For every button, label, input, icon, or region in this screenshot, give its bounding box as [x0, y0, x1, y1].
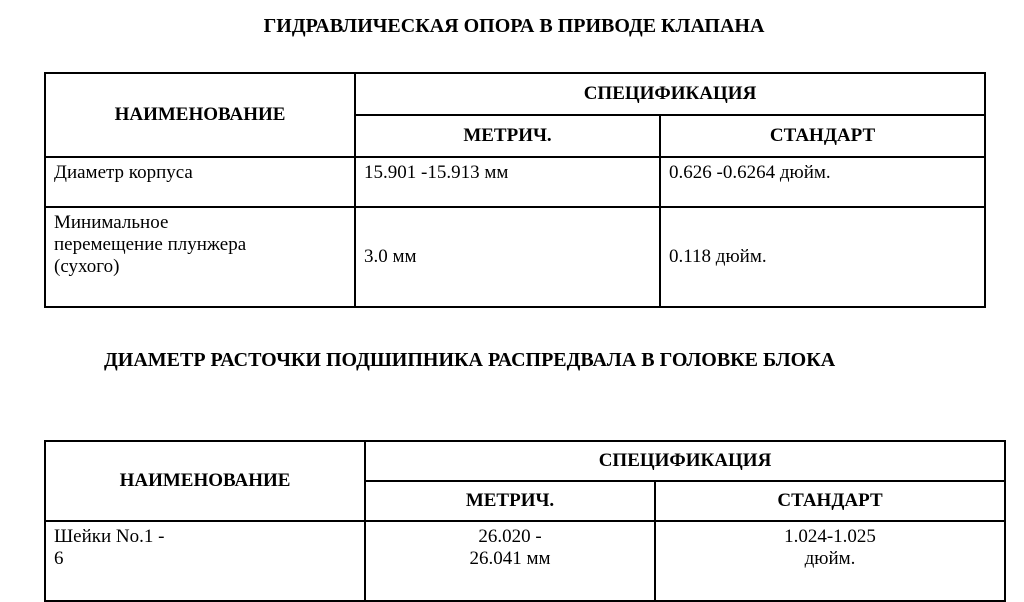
table-row [45, 207, 985, 307]
table-header-row [45, 441, 1005, 481]
row-name-line-2: 6 [54, 548, 64, 569]
header-name: НАИМЕНОВАНИЕ [45, 441, 365, 521]
section-title-hydraulic-lifter: ГИДРАВЛИЧЕСКАЯ ОПОРА В ПРИВОДЕ КЛАПАНА [263, 15, 765, 37]
header-standard: СТАНДАРТ [660, 115, 985, 157]
header-metric: МЕТРИЧ. [365, 481, 655, 521]
table-header-row [45, 73, 985, 115]
row-name-line-1: Минимальное [54, 212, 169, 233]
row-standard-line-1: 1.024-1.025 [784, 526, 876, 547]
row-name [45, 521, 365, 601]
row-standard: 0.626 -0.6264 дюйм. [660, 157, 985, 207]
header-standard: СТАНДАРТ [655, 481, 1005, 521]
header-specification: СПЕЦИФИКАЦИЯ [365, 441, 1005, 481]
header-specification: СПЕЦИФИКАЦИЯ [355, 73, 985, 115]
row-metric-line-2: 26.041 мм [469, 548, 551, 569]
row-standard-line-2: дюйм. [804, 548, 856, 569]
row-name: Диаметр корпуса [45, 157, 355, 207]
section-title-camshaft-bearing-bore: ДИАМЕТР РАСТОЧКИ ПОДШИПНИКА РАСПРЕДВАЛА В ГОЛОВКЕ БЛОКА [104, 349, 836, 371]
row-name-line-2: перемещение плунжера [54, 234, 247, 255]
spec-table-hydraulic-lifter [44, 72, 986, 308]
row-metric: 3.0 мм [355, 207, 660, 307]
header-name: НАИМЕНОВАНИЕ [45, 73, 355, 157]
row-metric: 15.901 -15.913 мм [355, 157, 660, 207]
row-name [45, 207, 355, 307]
table-row [45, 521, 1005, 601]
table-row [45, 157, 985, 207]
row-standard: 0.118 дюйм. [660, 207, 985, 307]
header-metric: МЕТРИЧ. [355, 115, 660, 157]
spec-table-camshaft-bearing-bore [44, 440, 1006, 602]
row-name-line-1: Шейки No.1 - [54, 526, 165, 547]
row-name-line-3: (сухого) [54, 256, 120, 277]
row-metric [365, 521, 655, 601]
row-metric-line-1: 26.020 - [478, 526, 542, 547]
row-standard [655, 521, 1005, 601]
